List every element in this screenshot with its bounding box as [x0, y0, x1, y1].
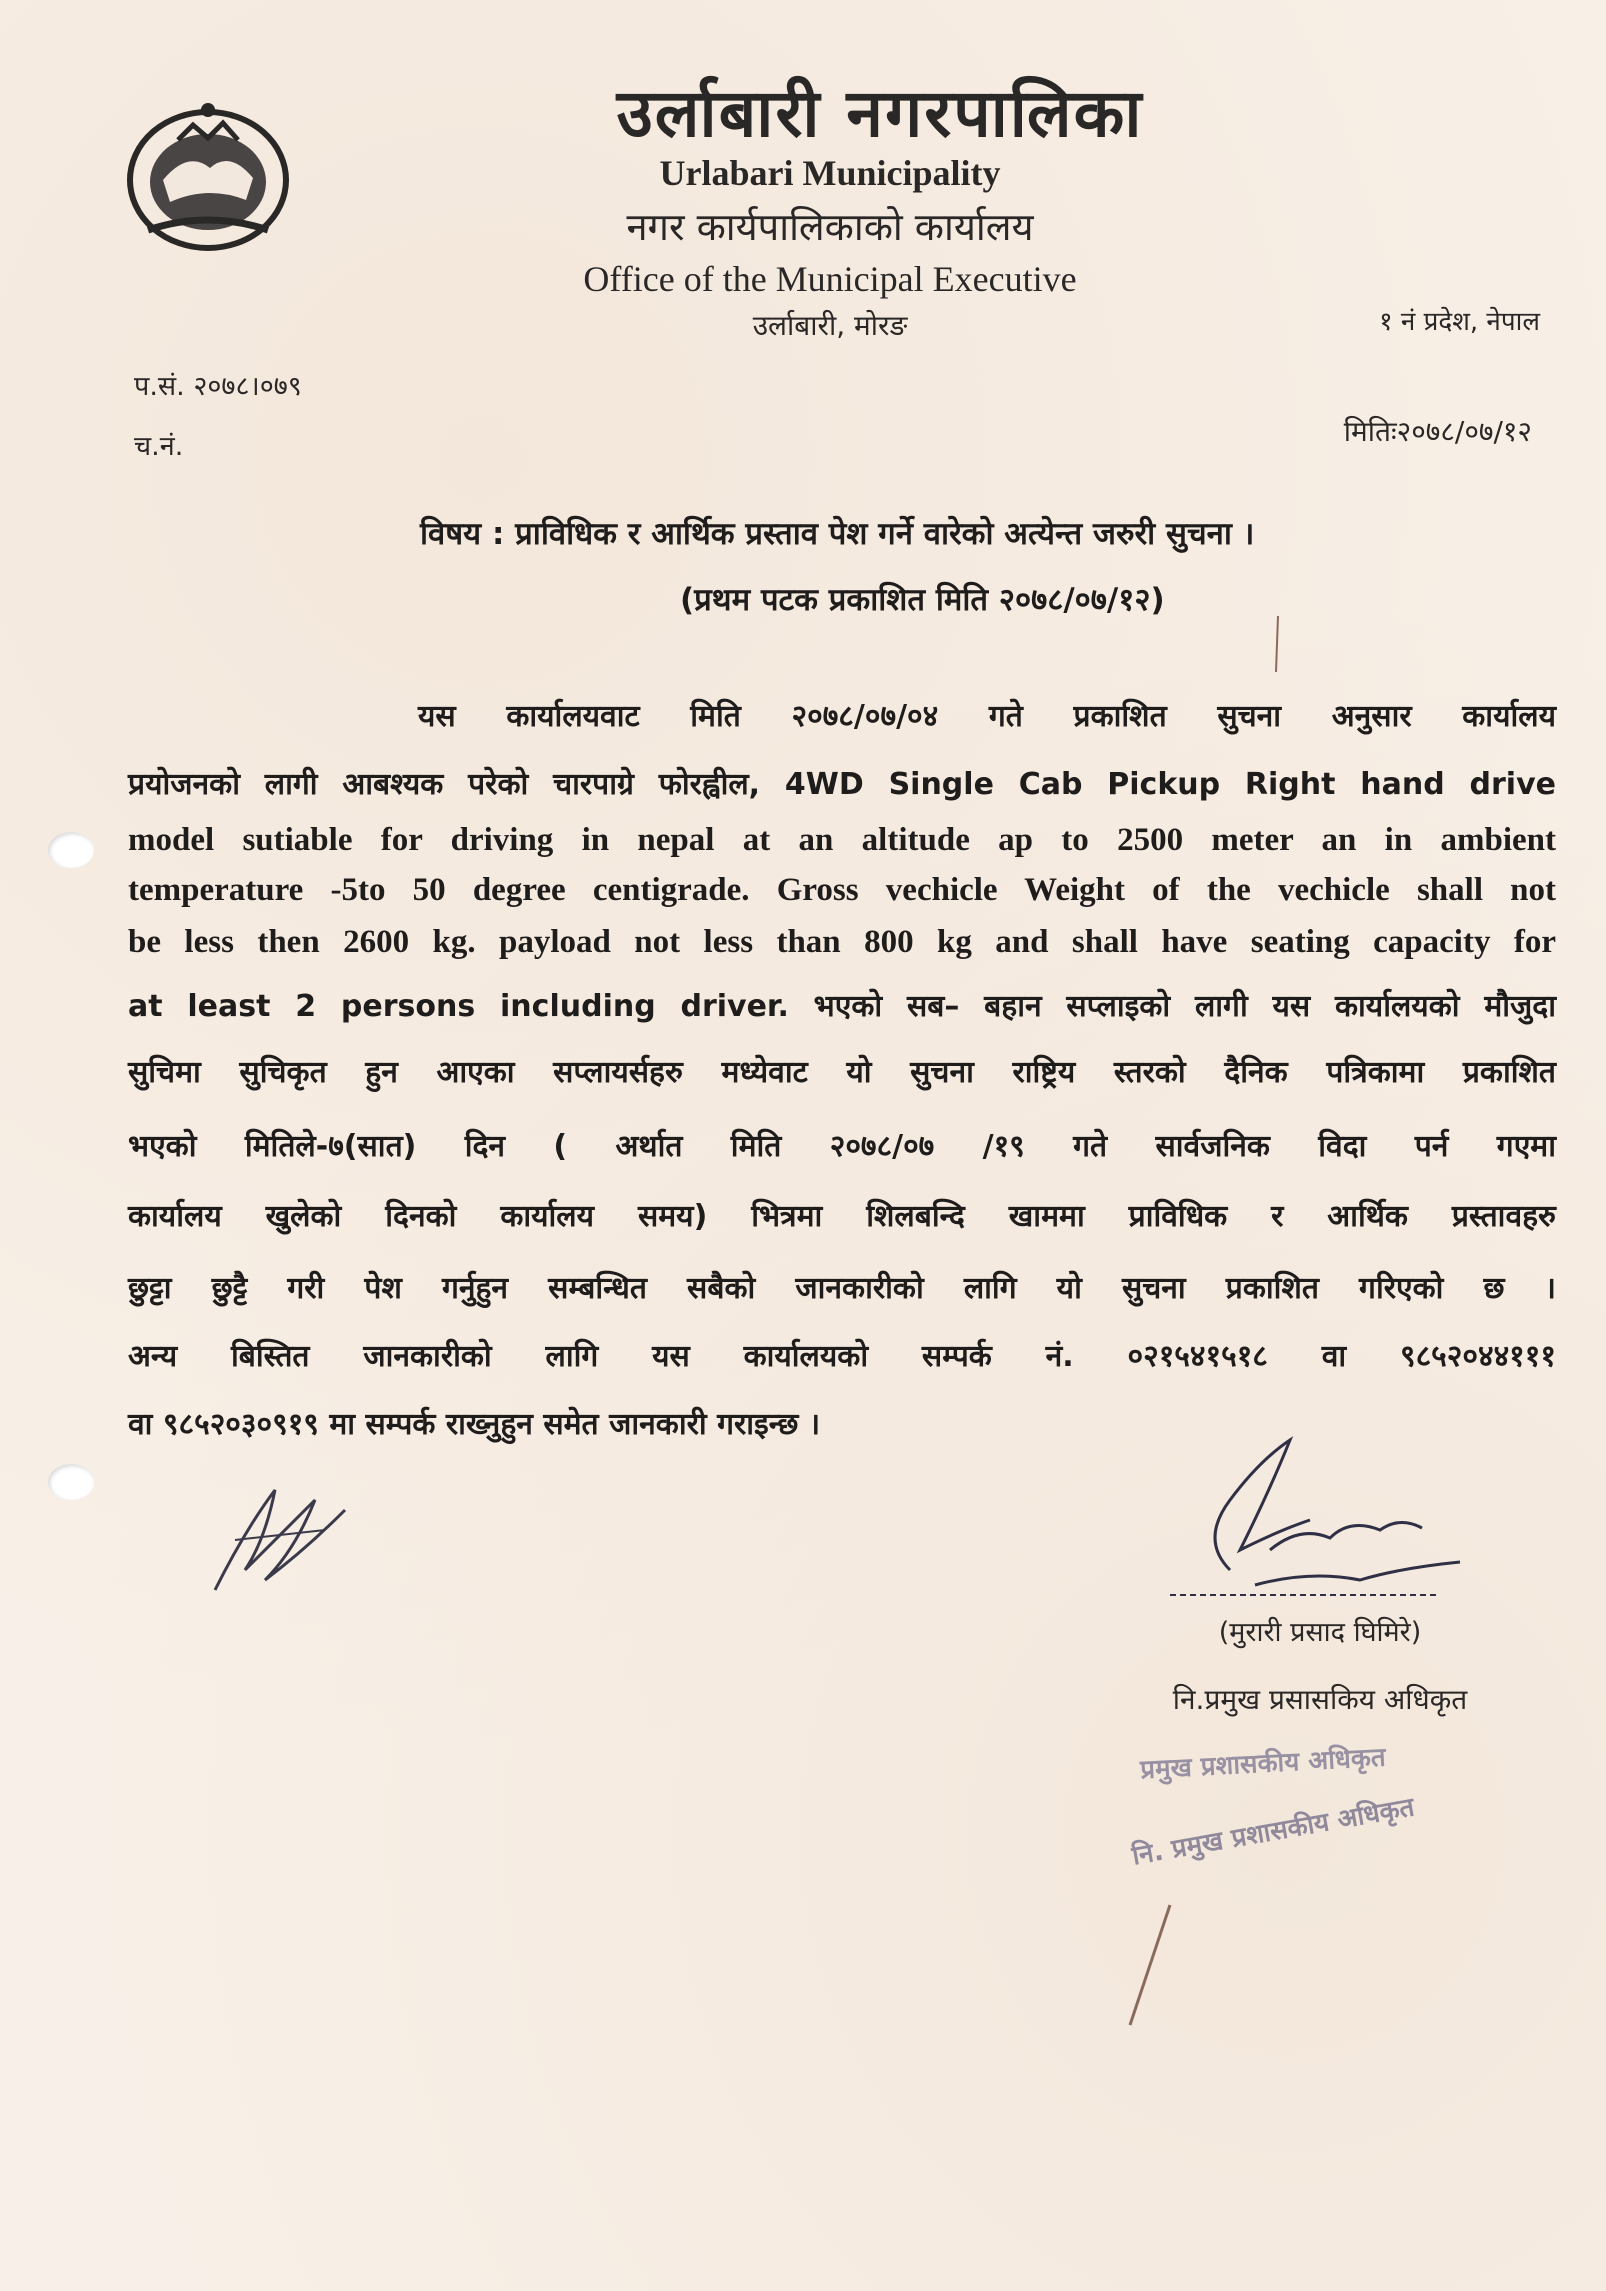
- body-line: कार्यालय खुलेको दिनको कार्यालय समय) भित्रमा शिलबन्दि खाममा प्राविधिक र आर्थिक प्रस्तावहरु: [128, 1199, 1556, 1234]
- body-line: प्रयोजनको लागी आबश्यक परेको चारपाग्रे फोरह्वील, 4WD Single Cab Pickup Right hand drive: [128, 767, 1556, 802]
- signatory-name: (मुरारी प्रसाद घिमिरे): [1218, 1617, 1422, 1648]
- body-line: वा ९८५२०३०९१९ मा सम्पर्क राख्नुहुन समेत जानकारी गराइन्छ ।: [128, 1407, 821, 1442]
- pen-stroke-mark: [1268, 614, 1288, 674]
- body-line: at least 2 persons including driver. भएको सब– बहान सप्लाइको लागी यस कार्यालयको मौजुदा: [128, 989, 1556, 1024]
- office-name-english: Office of the Municipal Executive: [583, 259, 1077, 299]
- dispatch-number: च.नं.: [134, 431, 184, 462]
- letter-number: प.सं. २०७८।०७९: [134, 371, 302, 402]
- handwritten-initials: [205, 1470, 355, 1600]
- body-line: अन्य बिस्तित जानकारीको लागि यस कार्यालयको सम्पर्क नं. ०२१५४१५१८ वा ९८५२०४४१११: [128, 1339, 1556, 1374]
- office-location: उर्लाबारी, मोरङ: [752, 309, 908, 342]
- province-label: १ नं प्रदेश, नेपाल: [1379, 307, 1540, 337]
- body-line: सुचिमा सुचिकृत हुन आएका सप्लायर्सहरु मध्येवाट यो सुचना राष्ट्रिय स्तरको दैनिक पत्रिकामा प्रकाशित: [128, 1055, 1556, 1090]
- government-emblem-icon: [118, 90, 298, 260]
- official-stamp-line-2: नि. प्रमुख प्रशासकीय अधिकृत: [1129, 1792, 1417, 1872]
- pen-stroke-mark: [1120, 1900, 1180, 2030]
- body-line: temperature -5to 50 degree centigrade. Gross vechicle Weight of the vechicle shall not: [128, 872, 1556, 908]
- officer-signature: [1160, 1430, 1490, 1620]
- signatory-title: नि.प्रमुख प्रसासकिय अधिकृत: [1172, 1683, 1468, 1716]
- body-line: यस कार्यालयवाट मिति २०७८/०७/०४ गते प्रकाशित सुचना अनुसार कार्यालय: [418, 699, 1556, 734]
- letter-date: मितिः२०७८/०७/१२: [1343, 415, 1532, 448]
- municipality-name-english: Urlabari Municipality: [659, 153, 1001, 193]
- official-stamp-line-1: प्रमुख प्रशासकीय अधिकृत: [1139, 1742, 1387, 1786]
- body-line: be less then 2600 kg. payload not less than 800 kg and shall have seating capacity for: [128, 924, 1556, 960]
- body-line: भएको मितिले-७(सात) दिन ( अर्थात मिति २०७८/०७ /१९ गते सार्वजनिक विदा पर्न गएमा: [128, 1129, 1556, 1164]
- punch-hole-upper: [48, 832, 94, 868]
- body-line: model sutiable for driving in nepal at an altitude ap to 2500 meter an in ambient: [128, 822, 1556, 858]
- first-published-date: (प्रथम पटक प्रकाशित मिति २०७८/०७/१२): [680, 582, 1165, 618]
- municipality-name-nepali: उर्लाबारी नगरपालिका: [616, 75, 1144, 152]
- office-name-nepali: नगर कार्यपालिकाको कार्यालय: [626, 205, 1034, 249]
- punch-hole-lower: [48, 1464, 94, 1500]
- subject-line: विषय : प्राविधिक र आर्थिक प्रस्ताव पेश गर्ने वारेको अत्येन्त जरुरी सुचना ।: [420, 516, 1255, 552]
- body-line: छुट्टा छुट्टै गरी पेश गर्नुहुन सम्बन्धित सबैको जानकारीको लागि यो सुचना प्रकाशित गरिएको छ ।: [128, 1271, 1556, 1306]
